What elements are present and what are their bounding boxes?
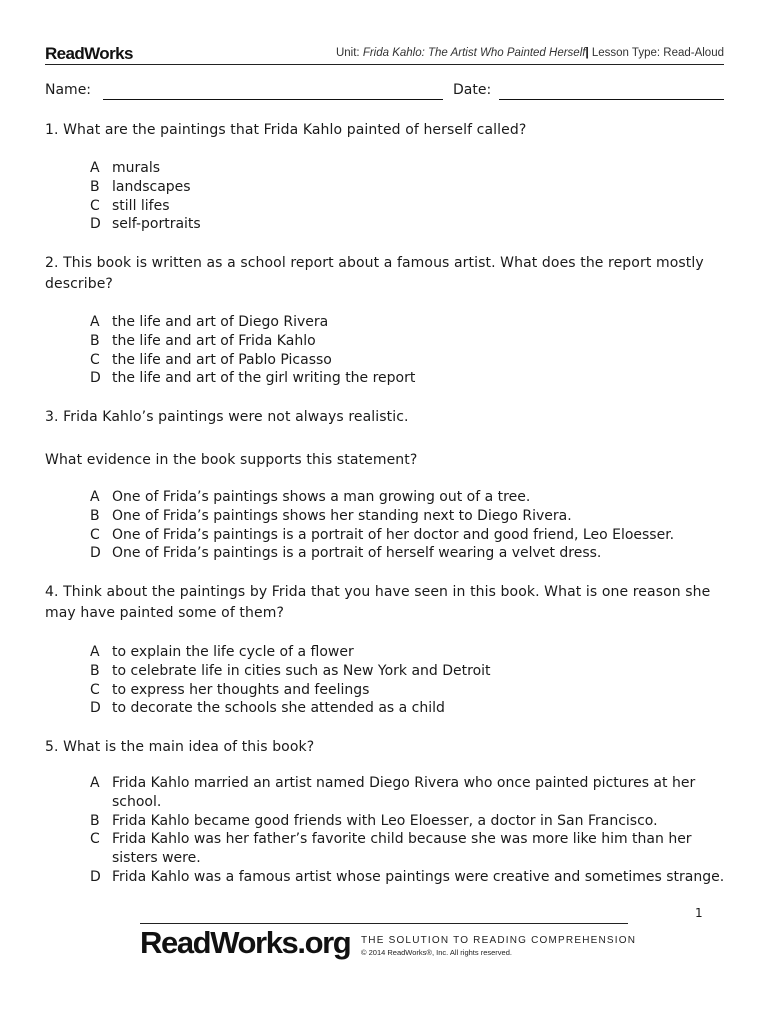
question-2: 2. This book is written as a school report about a famous artist. What does the report mostly describe? — [45, 255, 704, 292]
option-text: Frida Kahlo was a famous artist whose paintings were creative and sometimes strange. — [112, 868, 725, 885]
option-letter: D — [90, 370, 101, 387]
answer-option[interactable] — [90, 830, 730, 868]
answer-option[interactable] — [90, 681, 730, 700]
name-label: Name: — [45, 82, 92, 98]
option-letter: B — [90, 662, 100, 679]
answer-option[interactable] — [90, 643, 730, 662]
option-text: Frida Kahlo married an artist named Diego Rivera who once painted pictures at her school. — [112, 775, 696, 810]
option-letter: A — [90, 775, 100, 791]
option-letter: A — [90, 314, 100, 330]
question-5: 5. What is the main idea of this book? — [45, 739, 315, 755]
question-1: 1. What are the paintings that Frida Kahlo painted of herself called? — [45, 122, 527, 138]
answer-option[interactable] — [90, 215, 730, 234]
option-letter: B — [90, 332, 100, 349]
answer-option[interactable] — [90, 159, 730, 178]
name-field[interactable] — [103, 99, 443, 100]
date-field[interactable] — [499, 99, 724, 100]
lesson-type: Lesson Type: Read-Aloud — [588, 47, 724, 59]
option-letter: D — [90, 216, 101, 233]
answer-option[interactable] — [90, 178, 730, 197]
option-text: still lifes — [112, 197, 170, 214]
option-text: the life and art of Frida Kahlo — [112, 332, 316, 349]
question-3-prompt: What evidence in the book supports this statement? — [45, 452, 418, 468]
answer-option[interactable] — [90, 774, 730, 812]
page-header — [45, 44, 724, 65]
name-date-row — [45, 82, 724, 102]
option-text: to celebrate life in cities such as New York and Detroit — [112, 662, 491, 679]
unit-prefix: Unit: — [335, 47, 363, 59]
answer-option[interactable] — [90, 313, 730, 332]
answer-option[interactable] — [90, 526, 730, 545]
option-text: landscapes — [112, 178, 191, 195]
option-letter: C — [90, 681, 100, 698]
date-label: Date: — [453, 82, 492, 98]
option-letter: D — [90, 700, 101, 717]
option-text: self-portraits — [112, 216, 201, 233]
unit-title: Frida Kahlo: The Artist Who Painted Herself — [362, 47, 586, 59]
option-letter: C — [90, 831, 100, 848]
option-text: murals — [112, 160, 161, 176]
answer-option[interactable] — [90, 699, 730, 718]
answer-option[interactable] — [90, 332, 730, 351]
option-text: Frida Kahlo became good friends with Leo Eloesser, a doctor in San Francisco. — [112, 812, 658, 829]
answer-option[interactable] — [90, 488, 730, 507]
question-2-options — [90, 313, 730, 388]
option-letter: A — [90, 160, 100, 176]
option-text: One of Frida’s paintings is a portrait of herself wearing a velvet dress. — [112, 545, 602, 562]
question-5-options — [90, 774, 730, 887]
option-letter: A — [90, 489, 100, 505]
option-letter: C — [90, 526, 100, 543]
question-1-options — [90, 159, 730, 234]
footer-tagline: THE SOLUTION TO READING COMPREHENSION — [361, 935, 637, 946]
option-text: One of Frida’s paintings is a portrait of her doctor and good friend, Leo Eloesser. — [112, 526, 675, 543]
footer-divider — [140, 923, 628, 924]
header-separator: | — [585, 47, 589, 59]
answer-option[interactable] — [90, 544, 730, 563]
option-text: to express her thoughts and feelings — [112, 681, 370, 698]
option-text: the life and art of Diego Rivera — [112, 314, 329, 330]
option-letter: D — [90, 545, 101, 562]
option-letter: C — [90, 197, 100, 214]
option-letter: C — [90, 351, 100, 368]
option-text: the life and art of Pablo Picasso — [112, 351, 332, 368]
answer-option[interactable] — [90, 868, 730, 887]
unit-line — [336, 47, 724, 59]
option-letter: B — [90, 812, 100, 829]
option-text: the life and art of the girl writing the report — [112, 370, 416, 387]
option-text: to decorate the schools she attended as a child — [112, 700, 445, 717]
answer-option[interactable] — [90, 197, 730, 216]
option-text: One of Frida’s paintings shows her standing next to Diego Rivera. — [112, 507, 572, 524]
option-letter: B — [90, 507, 100, 524]
option-letter: A — [90, 644, 100, 660]
option-letter: B — [90, 178, 100, 195]
answer-option[interactable] — [90, 351, 730, 370]
header-logo: ReadWorks — [45, 44, 133, 63]
page-number: 1 — [695, 906, 703, 920]
question-4-options — [90, 643, 730, 718]
question-3: 3. Frida Kahlo’s paintings were not always realistic. — [45, 409, 409, 425]
footer-logo: ReadWorks.org — [140, 925, 351, 960]
question-3-options — [90, 488, 730, 563]
answer-option[interactable] — [90, 369, 730, 388]
option-text: One of Frida’s paintings shows a man growing out of a tree. — [112, 489, 531, 505]
answer-option[interactable] — [90, 507, 730, 526]
answer-option[interactable] — [90, 812, 730, 831]
answer-option[interactable] — [90, 662, 730, 681]
option-text: Frida Kahlo was her father’s favorite child because she was more like him than her sisters were. — [112, 831, 692, 867]
option-text: to explain the life cycle of a flower — [112, 644, 354, 660]
question-4: 4. Think about the paintings by Frida that you have seen in this book. What is one reason she may have painted some of them? — [45, 584, 711, 621]
option-letter: D — [90, 868, 101, 885]
footer-copyright: © 2014 ReadWorks®, Inc. All rights reserved. — [361, 948, 512, 957]
